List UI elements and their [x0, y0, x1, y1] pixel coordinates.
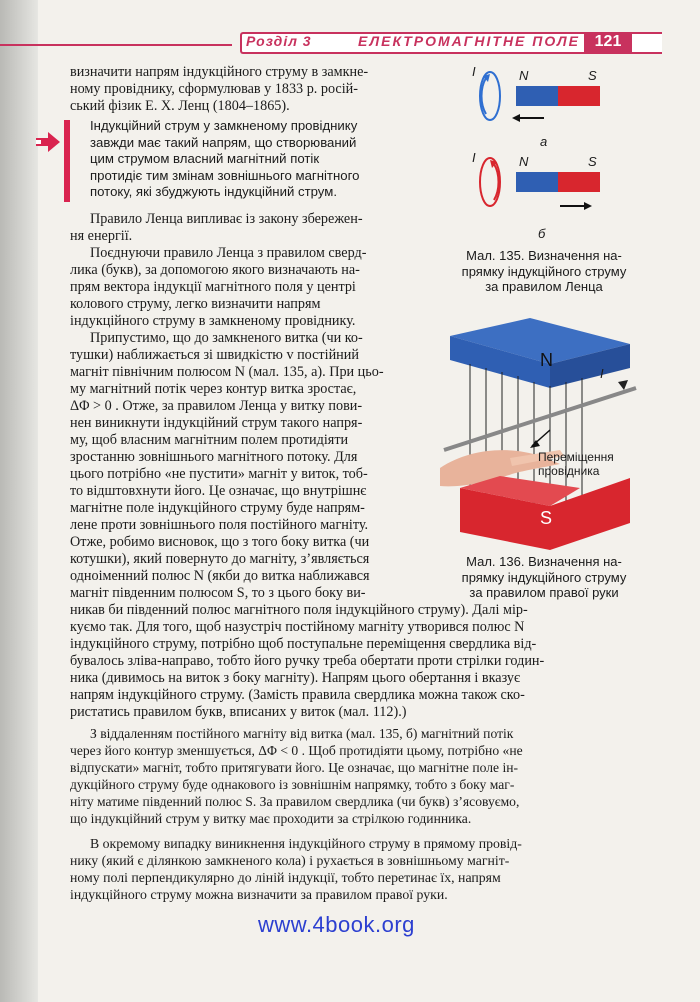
north-label-b: N: [519, 154, 529, 169]
text-line: бувалось зліва-направо, тобто його ручку треба обертати проти стрілки годин-: [70, 653, 545, 669]
conservation-paragraph: [70, 211, 432, 245]
text-line: лене проти зовнішнього поля постійного магніту.: [70, 517, 369, 533]
text-line: нен виникнути індукційний струм такого напря-: [70, 415, 363, 431]
magnet-south-b: [558, 172, 600, 192]
text-line: ніту матиме південний полюс S. За правилом свердлика (чи букв) з’ясовуємо,: [70, 794, 520, 809]
velocity-arrow-a: [512, 114, 520, 122]
text-line: відпускати» магніт, тобто притягувати його. Це означає, що магнітне поле ін-: [70, 760, 519, 775]
fig136-current-label: I: [600, 366, 604, 381]
text-line: ному провіднику, сформулював у 1833 р. росій-: [70, 81, 358, 97]
text-line: що індукційний струм у витку має проходити за стрілкою годинника.: [70, 811, 472, 826]
text-line: магнітне поле індукційного струму буде напрям-: [70, 500, 365, 516]
text-line: ня енергії.: [70, 228, 133, 244]
text-line: дукційного струму буде однакового із зовнішнім напрямку, тобто з боку маг-: [70, 777, 515, 792]
rule-line: Індукційний струм у замкненому провіднику: [90, 118, 358, 133]
binding-shadow: [0, 0, 38, 1002]
main-paragraph: [70, 245, 432, 602]
current-label-b: I: [472, 150, 476, 165]
conductor-wire: [444, 388, 636, 450]
text-line: Правило Ленца випливає із закону збережен-: [90, 211, 363, 227]
text-line: магніт південним полюсом S, то з цього боку ви-: [70, 585, 366, 601]
magnet-north-b: [516, 172, 558, 192]
text-line: ному полі перпендикулярно до ліній індукції, тобто перетинає їх, напрям: [70, 870, 501, 885]
text-line: визначити напрям індукційного струму в замкне-: [70, 64, 369, 80]
text-line: ΔΦ > 0 . Отже, за правилом Ленца у витку пови-: [70, 398, 363, 414]
text-line: індукційного струму, потрібно щоб поступальне переміщення свердлика від-: [70, 636, 537, 652]
caption-line: прямку індукційного струму: [461, 569, 627, 585]
fig136-south-label: S: [540, 508, 553, 528]
rule-line: протидіє тим змінам зовнішнього магнітного: [90, 167, 360, 183]
figure-135-caption: [444, 248, 644, 295]
text-line: му, щоб власним магнітним полем протидіяти: [70, 432, 349, 448]
caption-line: Мал. 136. Визначення на-: [466, 554, 622, 569]
text-line: лика (букв), за допомогою якого визначають на-: [70, 262, 360, 278]
special-case-paragraph: [70, 835, 626, 903]
text-line: Отже, робимо висновок, що з того боку витка (чи: [70, 534, 370, 550]
text-line: цього потрібно «не пустити» магніт у виток, тоб-: [70, 466, 368, 482]
text-line: Поєднуючи правило Ленца з правилом сверд-: [90, 245, 367, 261]
text-line: одноіменний полюс N (якби до витка наближався: [70, 568, 370, 584]
rule-accent-bar: [64, 120, 70, 202]
south-label-b: S: [588, 154, 597, 169]
caption-line: за правилом Ленца: [485, 279, 603, 294]
text-line: З віддаленням постійного магніту від витка (мал. 135, б) магнітний потік: [90, 726, 514, 741]
text-line: магніт північним полюсом N (мал. 135, а). При цьо-: [70, 364, 384, 380]
caption-line: прямку індукційного струму: [461, 263, 627, 279]
intro-paragraph: [70, 64, 432, 115]
text-line: ський фізик Е. Х. Ленц (1804–1865).: [70, 98, 290, 114]
chapter-title: ЕЛЕКТРОМАГНІТНЕ ПОЛЕ: [358, 33, 581, 49]
rule-line: завжди має такий напрям, що створюваний: [90, 134, 357, 150]
motion-label: [538, 450, 622, 478]
magnet-north-a: [516, 86, 558, 106]
text-line: В окремому випадку виникнення індукційного струму в прямому провід-: [90, 836, 522, 851]
text-line: зростанню зовнішнього магнітного потоку. Для: [70, 449, 358, 465]
page-number: 121: [584, 32, 632, 52]
text-line: індукційного струму можна визначити за правилом правої руки.: [70, 887, 448, 902]
text-line: тушки) наближається зі швидкістю v постійний: [70, 347, 359, 363]
subfig-label-b: б: [538, 226, 546, 241]
continuation-paragraph: [70, 602, 626, 721]
caption-line: Мал. 135. Визначення на-: [466, 248, 622, 263]
text-line: ристатись правилом букв, вписаних у виток (мал. 112).): [70, 704, 407, 720]
north-label-a: N: [519, 68, 529, 83]
lenz-rule: [90, 118, 430, 201]
motion-label-line: Переміщення: [538, 450, 614, 464]
text-line: через його контур зменшується, ΔΦ < 0 . Щоб протидіяти цьому, потрібно «не: [70, 743, 523, 758]
rule-line: потоку, які збуджують індукційний струм.: [90, 184, 337, 199]
velocity-arrow-b: [584, 202, 592, 210]
text-line: прям вектора індукції магнітного поля у центрі: [70, 279, 356, 295]
text-line: нику (який є ділянкою замкненого кола) і рухається в зовнішньому магніт-: [70, 853, 510, 868]
current-label-a: I: [472, 64, 476, 79]
text-line: Припустимо, що до замкненого витка (чи ко-: [90, 330, 363, 346]
text-line: колового струму, легко визначити напрям: [70, 296, 321, 312]
rule-line: цим струмом власний магнітний потік: [90, 151, 320, 166]
watermark-link[interactable]: www.4book.org: [258, 912, 415, 937]
text-line: ника (дивимось на виток з боку магніту). Напрям цього обертання і вказує: [70, 670, 521, 686]
fig136-north-label: N: [540, 350, 553, 370]
current-arrow: [618, 380, 628, 390]
figure-136-caption: [444, 554, 644, 601]
figure-135: [464, 58, 624, 248]
rule-pointer-icon: [34, 130, 62, 154]
section-label: Розділ 3: [246, 33, 312, 49]
subfig-label-a: а: [540, 134, 548, 149]
text-line: то відштовхнути його. Це означає, що внутрішнє: [70, 483, 367, 499]
text-line: му магнітний потік через контур витка зростає,: [70, 381, 357, 397]
south-label-a: S: [588, 68, 597, 83]
magnet-south-a: [558, 86, 600, 106]
coil-loop-b: [480, 158, 500, 206]
motion-label-line: провідника: [538, 464, 600, 478]
text-line: куємо так. Для того, щоб назустріч постійному магніту утворився полюс N: [70, 619, 525, 635]
text-line: никав би південний полюс магнітного поля індукційного струму). Далі мір-: [70, 602, 528, 618]
text-line: індукційного струму в замкненому провіднику.: [70, 313, 356, 329]
caption-line: за правилом правої руки: [469, 585, 619, 600]
text-line: котушки), який повернуто до магніту, з’являється: [70, 551, 370, 567]
removal-paragraph: [70, 725, 626, 827]
header-rule: [0, 44, 232, 46]
coil-loop-a: [480, 72, 500, 120]
text-line: напрям індукційного струму. (Замість правила свердлика можна також ско-: [70, 687, 525, 703]
